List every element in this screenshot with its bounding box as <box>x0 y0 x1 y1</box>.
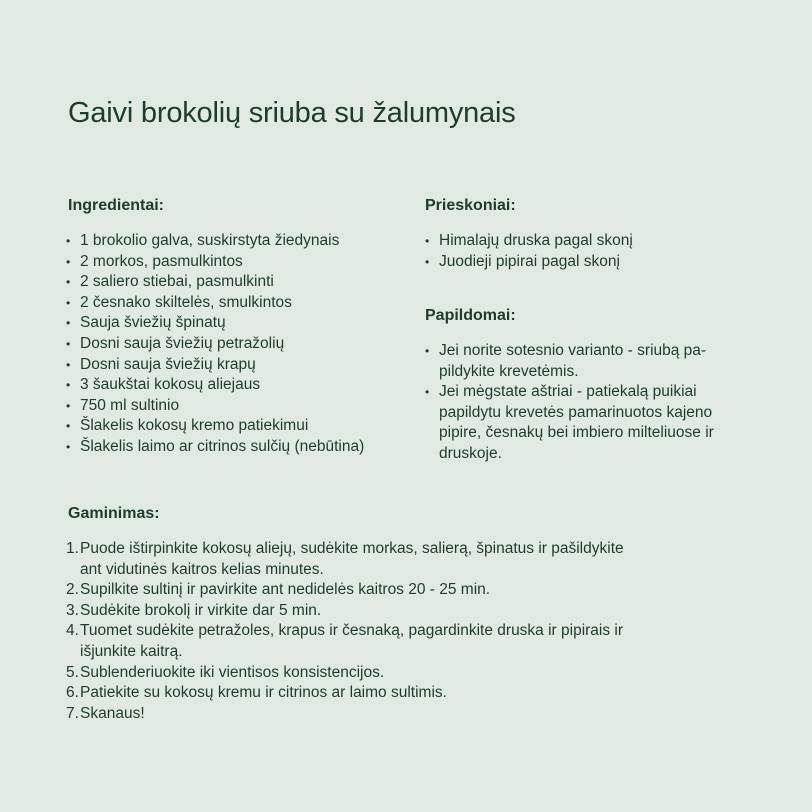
spices-heading: Prieskoniai: <box>425 197 516 214</box>
step-line: Puode ištirpinkite kokosų aliejų, sudėkite morkas, salierą, špinatus ir pašildykite <box>80 540 624 557</box>
step-line: išjunkite kaitrą. <box>80 642 183 660</box>
step-line: ant vidutinės kaitros kelias minutes. <box>80 560 324 578</box>
step-number: 5. <box>66 663 79 681</box>
bullet-icon: • <box>66 398 71 413</box>
list-item <box>66 375 416 396</box>
step-item <box>66 601 766 622</box>
list-item-line: Jei mėgstate aštriai - patiekalą puikiai <box>439 383 697 401</box>
list-item <box>66 293 416 314</box>
list-item-text: 2 morkos, pasmulkintos <box>80 252 243 270</box>
list-item-text: 1 brokolio galva, suskirstyta žiedynais <box>80 232 340 249</box>
step-line: Sublenderiuokite iki vientisos konsistencijos. <box>80 663 385 681</box>
list-item-line: papildytu krevetės pamarinuotos kajeno <box>439 403 713 421</box>
bullet-icon: • <box>66 419 71 434</box>
bullet-icon: • <box>66 254 71 269</box>
list-item <box>66 272 416 293</box>
extras-heading: Papildomai: <box>425 307 516 324</box>
list-item-text: Dosni sauja šviežių petražolių <box>80 334 285 352</box>
list-item <box>425 341 770 382</box>
cooking-heading: Gaminimas: <box>68 505 160 522</box>
bullet-icon: • <box>66 275 71 290</box>
step-number: 4. <box>66 622 79 640</box>
bullet-icon: • <box>66 234 71 248</box>
step-number: 1. <box>66 540 79 557</box>
spices-list <box>425 231 765 272</box>
list-item <box>66 396 416 417</box>
step-item <box>66 683 766 704</box>
extras-list <box>425 341 770 465</box>
list-item-line: Jei norite sotesnio varianto - sriubą pa- <box>439 342 707 359</box>
list-item-text: Juodieji pipirai pagal skonį <box>439 252 620 270</box>
bullet-icon: • <box>66 295 71 310</box>
step-number: 6. <box>66 684 79 702</box>
list-item <box>66 252 416 273</box>
list-item-text: Šlakelis kokosų kremo patiekimui <box>80 417 309 435</box>
step-line: Sudėkite brokolį ir virkite dar 5 min. <box>80 601 322 619</box>
list-item <box>66 355 416 376</box>
list-item-text: Sauja šviežių špinatų <box>80 314 226 332</box>
step-line: Skanaus! <box>80 704 145 722</box>
step-item <box>66 704 766 725</box>
list-item <box>66 437 416 458</box>
list-item <box>425 252 765 273</box>
cooking-steps-list <box>66 539 766 724</box>
page-title: Gaivi brokolių sriuba su žalumynais <box>68 97 516 129</box>
bullet-icon: • <box>425 344 430 358</box>
bullet-icon: • <box>66 357 71 372</box>
list-item-line: druskoje. <box>439 444 502 462</box>
list-item-text: Šlakelis laimo ar citrinos sulčių (nebūtina) <box>80 437 365 455</box>
ingredients-list <box>66 231 416 458</box>
list-item <box>425 382 770 464</box>
list-item <box>425 231 765 252</box>
step-item <box>66 539 766 580</box>
step-item <box>66 621 766 662</box>
step-number: 2. <box>66 581 79 599</box>
bullet-icon: • <box>66 316 71 331</box>
list-item-text: 2 česnako skiltelės, smulkintos <box>80 293 292 311</box>
list-item <box>66 416 416 437</box>
bullet-icon: • <box>66 336 71 351</box>
list-item <box>66 313 416 334</box>
step-line: Tuomet sudėkite petražoles, krapus ir česnaką, pagardinkite druska ir pipirais ir <box>80 622 624 640</box>
list-item-text: 2 saliero stiebai, pasmulkinti <box>80 273 274 291</box>
step-line: Patiekite su kokosų kremu ir citrinos ar laimo sultimis. <box>80 684 447 702</box>
list-item-text: Himalajų druska pagal skonį <box>439 232 633 249</box>
step-item <box>66 580 766 601</box>
step-number: 3. <box>66 601 79 619</box>
list-item <box>66 334 416 355</box>
step-line: Supilkite sultinį ir pavirkite ant nedidelės kaitros 20 - 25 min. <box>80 581 491 599</box>
step-number: 7. <box>66 704 79 722</box>
bullet-icon: • <box>66 378 71 393</box>
list-item-line: pipire, česnakų bei imbiero milteliuose ir <box>439 424 714 442</box>
list-item <box>66 231 416 252</box>
list-item-line: pildykite krevetėmis. <box>439 362 579 380</box>
list-item-text: 3 šaukštai kokosų aliejaus <box>80 376 261 394</box>
ingredients-heading: Ingredientai: <box>68 197 165 214</box>
list-item-text: 750 ml sultinio <box>80 396 180 414</box>
bullet-icon: • <box>425 234 430 248</box>
step-item <box>66 663 766 684</box>
bullet-icon: • <box>425 385 430 400</box>
list-item-text: Dosni sauja šviežių krapų <box>80 355 256 373</box>
bullet-icon: • <box>425 254 430 269</box>
bullet-icon: • <box>66 439 71 454</box>
